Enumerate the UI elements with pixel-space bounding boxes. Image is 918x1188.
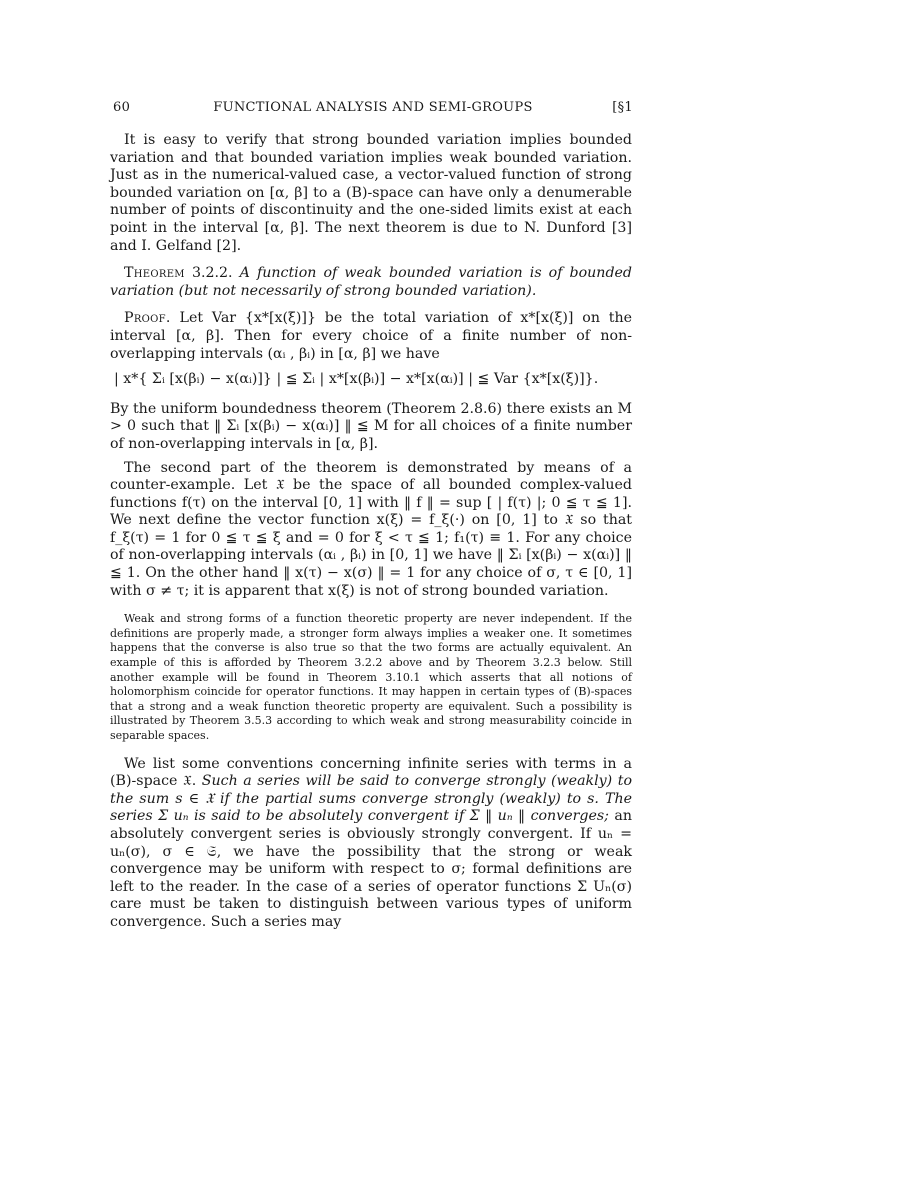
remark-small-print: Weak and strong forms of a function theoretic property are never independent. If the definitions are properly made, a stronger form always implies a weaker one. It sometimes happens that the converse is also true so that the two forms are actually equivalent. An example of this is afforded by Theorem 3.2.2 above and by Theorem 3.2.3 below. Still another example will be found in Theorem 3.10.1 which asserts that all notions of holomorphism coincide for operator functions. It may happen in certain types of (B)-spaces that a strong and a weak function theoretic property are equivalent. Such a possibility is illustrated by Theorem 3.5.3 according to which weak and strong measurability coincide in separable spaces.: [110, 612, 632, 742]
series-definition: Such a series will be said to converge strongly (weakly) to the sum s ∈ 𝔛 if the partial sums converge strongly (weakly) to s. The series Σ uₙ is said to be absolutely convergent if Σ ‖ uₙ ‖ converges;: [110, 773, 633, 825]
series-intro: We list some conventions concerning infinite series with terms in a (B)-space 𝔛.: [110, 755, 632, 790]
series-rest: an absolutely convergent series is obviously strongly convergent. If uₙ = uₙ(σ), σ ∈ 𝔖, we have the possibility that the strong or weak convergence may be uniform with respect to σ; formal definitions are left to the reader. In the case of a series of operator functions Σ Uₙ(σ) care must be taken to distinguish between various types of uniform convergence. Such a series may: [110, 808, 633, 930]
proof-paragraph: [110, 310, 632, 363]
paragraph-variation: It is easy to verify that strong bounded variation implies bounded variation and that bounded variation implies weak bounded variation. Just as in the numerical-valued case, a vector-valued function of strong bounded variation on [α, β] to a (B)-space can have only a denumerable number of points of discontinuity and the one-sided limits exist at each point in the interval [α, β]. The next theorem is due to N. Dunford [3] and I. Gelfand [2].: [110, 132, 632, 254]
section-mark: [§1: [612, 100, 633, 115]
theorem-number: 3.2.2.: [191, 265, 233, 282]
theorem-label: Theorem: [124, 265, 185, 282]
running-title: FUNCTIONAL ANALYSIS AND SEMI-GROUPS: [213, 100, 533, 115]
page-body: [110, 132, 632, 938]
paragraph-uniform-boundedness: By the uniform boundedness theorem (Theorem 2.8.6) there exists an M > 0 such that ‖ Σᵢ [x(βᵢ) − x(αᵢ)] ‖ ≦ M for all choices of a finite number of non-overlapping intervals in [α, β].: [110, 400, 632, 452]
proof-label: Proof.: [124, 310, 171, 327]
theorem-statement: A function of weak bounded variation is of bounded variation (but not necessarily of strong bounded variation).: [110, 265, 633, 299]
page-number: 60: [113, 100, 131, 115]
proof-text: Let Var {x*[x(ξ)]} be the total variation of x*[x(ξ)] on the interval [α, β]. Then for every choice of a finite number of non-overlapping intervals (αᵢ , βᵢ) in [α, β] we have: [110, 310, 632, 362]
paragraph-counterexample: The second part of the theorem is demonstrated by means of a counter-example. Let 𝔛 be the space of all bounded complex-valued functions f(τ) on the interval [0, 1] with ‖ f ‖ = sup [ | f(τ) |; 0 ≦ τ ≦ 1]. We next define the vector function x(ξ) = f_ξ(·) on [0, 1] to 𝔛 so that f_ξ(τ) = 1 for 0 ≦ τ ≦ ξ and = 0 for ξ < τ ≦ 1; f₁(τ) ≡ 1. For any choice of non-overlapping intervals (αᵢ , βᵢ) in [0, 1] we have ‖ Σᵢ [x(βᵢ) − x(αᵢ)] ‖ ≦ 1. On the other hand ‖ x(τ) − x(σ) ‖ = 1 for any choice of σ, τ ∈ [0, 1] with σ ≠ τ; it is apparent that x(ξ) is not of strong bounded variation.: [110, 459, 632, 599]
paragraph-series: [110, 756, 632, 932]
display-formula: | x*{ Σᵢ [x(βᵢ) − x(αᵢ)]} | ≦ Σᵢ | x*[x(βᵢ)] − x*[x(αᵢ)] | ≦ Var {x*[x(ξ)]}.: [114, 371, 599, 388]
theorem-3-2-2: [110, 265, 632, 300]
